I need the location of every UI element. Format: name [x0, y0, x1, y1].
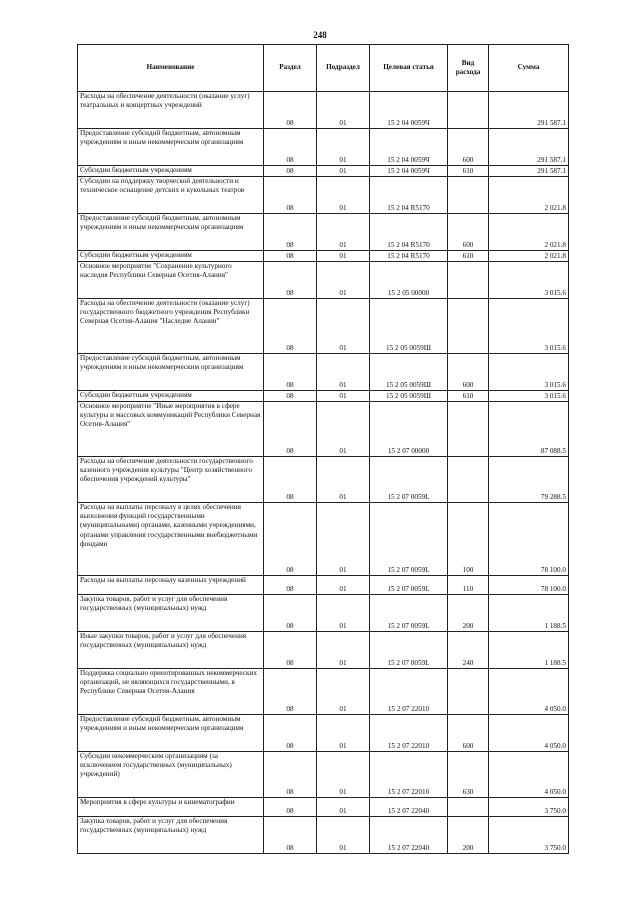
table-row: [78, 632, 569, 669]
row-name: Субсидии бюджетным учреждениям: [78, 251, 264, 262]
row-name: Основное мероприятие "Иные мероприятия в сфере культуры и массовых коммуникаций Республики Северная Осетия-Алания": [78, 402, 264, 457]
row-subsection: 01: [317, 251, 370, 262]
row-target: 15 2 04 R5170: [370, 251, 448, 262]
row-target: 15 2 07 0059L: [370, 576, 448, 595]
row-amount: 3 750.0: [489, 798, 569, 817]
row-name: Расходы на выплаты персоналу казенных учреждений: [78, 576, 264, 595]
row-expense-type: 600: [448, 214, 489, 251]
row-target: 15 2 05 0059Ш: [370, 299, 448, 354]
row-target: 15 2 07 00000: [370, 402, 448, 457]
table-row: [78, 354, 569, 391]
row-amount: 1 188.5: [489, 632, 569, 669]
row-expense-type: 200: [448, 595, 489, 632]
row-name: Предоставление субсидий бюджетным, автономным учреждениям и иным некоммерческим организациям: [78, 214, 264, 251]
row-subsection: 01: [317, 354, 370, 391]
row-section: 08: [264, 715, 317, 752]
row-target: 15 2 04 0059Ч: [370, 129, 448, 166]
row-name: Субсидии бюджетным учреждениям: [78, 166, 264, 177]
row-target: 15 2 07 22010: [370, 752, 448, 798]
table-row: [78, 251, 569, 262]
row-expense-type: 100: [448, 503, 489, 576]
table-row: [78, 262, 569, 299]
row-target: 15 2 05 0059Ш: [370, 354, 448, 391]
row-amount: 291 587.1: [489, 129, 569, 166]
row-section: 08: [264, 798, 317, 817]
row-subsection: 01: [317, 92, 370, 129]
row-name: Субсидии на поддержку творческой деятельности и техническое оснащение детских и кукольных театров: [78, 177, 264, 214]
row-subsection: 01: [317, 798, 370, 817]
row-expense-type: [448, 92, 489, 129]
row-amount: 4 050.0: [489, 752, 569, 798]
row-expense-type: [448, 299, 489, 354]
row-amount: 3 015.6: [489, 354, 569, 391]
row-name: Расходы на обеспечение деятельности (оказание услуг) театральных и концертных учреждений: [78, 92, 264, 129]
row-amount: 1 188.5: [489, 595, 569, 632]
row-section: 08: [264, 669, 317, 715]
budget-table: [77, 44, 569, 854]
header-name: Наименование: [78, 45, 264, 92]
row-amount: 291 587.1: [489, 92, 569, 129]
row-expense-type: 240: [448, 632, 489, 669]
row-section: 08: [264, 299, 317, 354]
row-subsection: 01: [317, 817, 370, 854]
row-target: 15 2 04 R5170: [370, 177, 448, 214]
row-name: Предоставление субсидий бюджетным, автономным учреждениям и иным некоммерческим организациям: [78, 129, 264, 166]
row-section: 08: [264, 752, 317, 798]
row-subsection: 01: [317, 129, 370, 166]
row-amount: 4 050.0: [489, 669, 569, 715]
row-subsection: 01: [317, 457, 370, 503]
row-target: 15 2 05 0059Ш: [370, 391, 448, 402]
row-subsection: 01: [317, 715, 370, 752]
row-subsection: 01: [317, 595, 370, 632]
table-row: [78, 92, 569, 129]
row-name: Субсидии бюджетным учреждениям: [78, 391, 264, 402]
row-target: 15 2 07 0059L: [370, 457, 448, 503]
header-amount: Сумма: [489, 45, 569, 92]
row-name: Поддержка социально ориентированных некоммерческих организаций, не являющихся государственными, в Республике Северная Осетия-Алания: [78, 669, 264, 715]
row-amount: 2 021.8: [489, 177, 569, 214]
row-amount: 87 088.5: [489, 402, 569, 457]
row-target: 15 2 07 0059L: [370, 632, 448, 669]
row-amount: 2 021.8: [489, 214, 569, 251]
row-section: 08: [264, 251, 317, 262]
row-target: 15 2 07 22040: [370, 798, 448, 817]
row-expense-type: [448, 669, 489, 715]
table-row: [78, 457, 569, 503]
row-target: 15 2 04 R5170: [370, 214, 448, 251]
row-section: 08: [264, 576, 317, 595]
row-name: Расходы на обеспечение деятельности государственного казенного учреждения культуры "Центр хозяйственного обеспечения учреждений культуры": [78, 457, 264, 503]
row-section: 08: [264, 457, 317, 503]
row-target: 15 2 04 0059Ч: [370, 166, 448, 177]
row-subsection: 01: [317, 752, 370, 798]
table-row: [78, 817, 569, 854]
row-name: Основное мероприятие "Сохранение культурного наследия Республики Северная Осетия-Алания": [78, 262, 264, 299]
header-target: Целевая статья: [370, 45, 448, 92]
row-section: 08: [264, 402, 317, 457]
row-amount: 79 288.5: [489, 457, 569, 503]
row-section: 08: [264, 129, 317, 166]
table-row: [78, 299, 569, 354]
row-expense-type: 600: [448, 129, 489, 166]
row-section: 08: [264, 391, 317, 402]
table-row: [78, 715, 569, 752]
table-row: [78, 129, 569, 166]
row-amount: 78 100.0: [489, 503, 569, 576]
row-amount: 4 050.0: [489, 715, 569, 752]
table-row: [78, 391, 569, 402]
table-header-row: [78, 45, 569, 92]
row-subsection: 01: [317, 503, 370, 576]
row-section: 08: [264, 354, 317, 391]
row-amount: 3 750.0: [489, 817, 569, 854]
row-target: 15 2 04 0059Ч: [370, 92, 448, 129]
table-row: [78, 798, 569, 817]
row-amount: 3 015.6: [489, 391, 569, 402]
row-subsection: 01: [317, 262, 370, 299]
row-subsection: 01: [317, 177, 370, 214]
header-section: Раздел: [264, 45, 317, 92]
row-target: 15 2 05 00000: [370, 262, 448, 299]
table-row: [78, 177, 569, 214]
row-subsection: 01: [317, 166, 370, 177]
row-subsection: 01: [317, 632, 370, 669]
row-expense-type: 200: [448, 817, 489, 854]
row-amount: 78 100.0: [489, 576, 569, 595]
table-row: [78, 752, 569, 798]
row-section: 08: [264, 503, 317, 576]
row-name: Предоставление субсидий бюджетным, автономным учреждениям и иным некоммерческим организациям: [78, 715, 264, 752]
row-target: 15 2 07 22040: [370, 817, 448, 854]
row-name: Предоставление субсидий бюджетным, автономным учреждениям и иным некоммерческим организациям: [78, 354, 264, 391]
row-target: 15 2 07 0059L: [370, 503, 448, 576]
row-name: Иные закупки товаров, работ и услуг для обеспечения государственных (муниципальных) нужд: [78, 632, 264, 669]
row-section: 08: [264, 817, 317, 854]
row-expense-type: 600: [448, 354, 489, 391]
row-section: 08: [264, 632, 317, 669]
row-name: Субсидии некоммерческим организациям (за исключением государственных (муниципальных) учреждений): [78, 752, 264, 798]
row-name: Закупка товаров, работ и услуг для обеспечения государственных (муниципальных) нужд: [78, 817, 264, 854]
page-number: 248: [313, 30, 327, 40]
row-expense-type: 610: [448, 166, 489, 177]
row-expense-type: [448, 177, 489, 214]
row-target: 15 2 07 22010: [370, 715, 448, 752]
table-row: [78, 214, 569, 251]
row-subsection: 01: [317, 391, 370, 402]
row-subsection: 01: [317, 214, 370, 251]
row-name: Мероприятия в сфере культуры и кинематографии: [78, 798, 264, 817]
row-section: 08: [264, 166, 317, 177]
row-amount: 291 587.1: [489, 166, 569, 177]
row-expense-type: 110: [448, 576, 489, 595]
row-subsection: 01: [317, 669, 370, 715]
row-expense-type: 610: [448, 251, 489, 262]
row-name: Закупка товаров, работ и услуг для обеспечения государственных (муниципальных) нужд: [78, 595, 264, 632]
row-subsection: 01: [317, 299, 370, 354]
row-amount: 2 021.8: [489, 251, 569, 262]
row-amount: 3 015.6: [489, 299, 569, 354]
row-section: 08: [264, 214, 317, 251]
table-row: [78, 669, 569, 715]
row-expense-type: [448, 262, 489, 299]
row-name: Расходы на выплаты персоналу в целях обеспечения выполнения функций государственными (муниципальными) органами, казенными учреждениями, органами управления государственными внебюджетными фондами: [78, 503, 264, 576]
row-expense-type: 630: [448, 752, 489, 798]
row-subsection: 01: [317, 576, 370, 595]
row-target: 15 2 07 22010: [370, 669, 448, 715]
row-target: 15 2 07 0059L: [370, 595, 448, 632]
header-expense-type: Вид расхода: [448, 45, 489, 92]
row-expense-type: 610: [448, 391, 489, 402]
row-name: Расходы на обеспечение деятельности (оказание услуг) государственного бюджетного учреждения Республики Северная Осетия-Алания "Наследие Алании": [78, 299, 264, 354]
table-row: [78, 576, 569, 595]
table-row: [78, 503, 569, 576]
table-row: [78, 595, 569, 632]
row-expense-type: [448, 402, 489, 457]
table-row: [78, 402, 569, 457]
table-row: [78, 166, 569, 177]
row-section: 08: [264, 92, 317, 129]
header-subsection: Подраздел: [317, 45, 370, 92]
row-amount: 3 015.6: [489, 262, 569, 299]
row-expense-type: 600: [448, 715, 489, 752]
row-section: 08: [264, 262, 317, 299]
row-expense-type: [448, 457, 489, 503]
row-subsection: 01: [317, 402, 370, 457]
row-section: 08: [264, 595, 317, 632]
row-expense-type: [448, 798, 489, 817]
row-section: 08: [264, 177, 317, 214]
